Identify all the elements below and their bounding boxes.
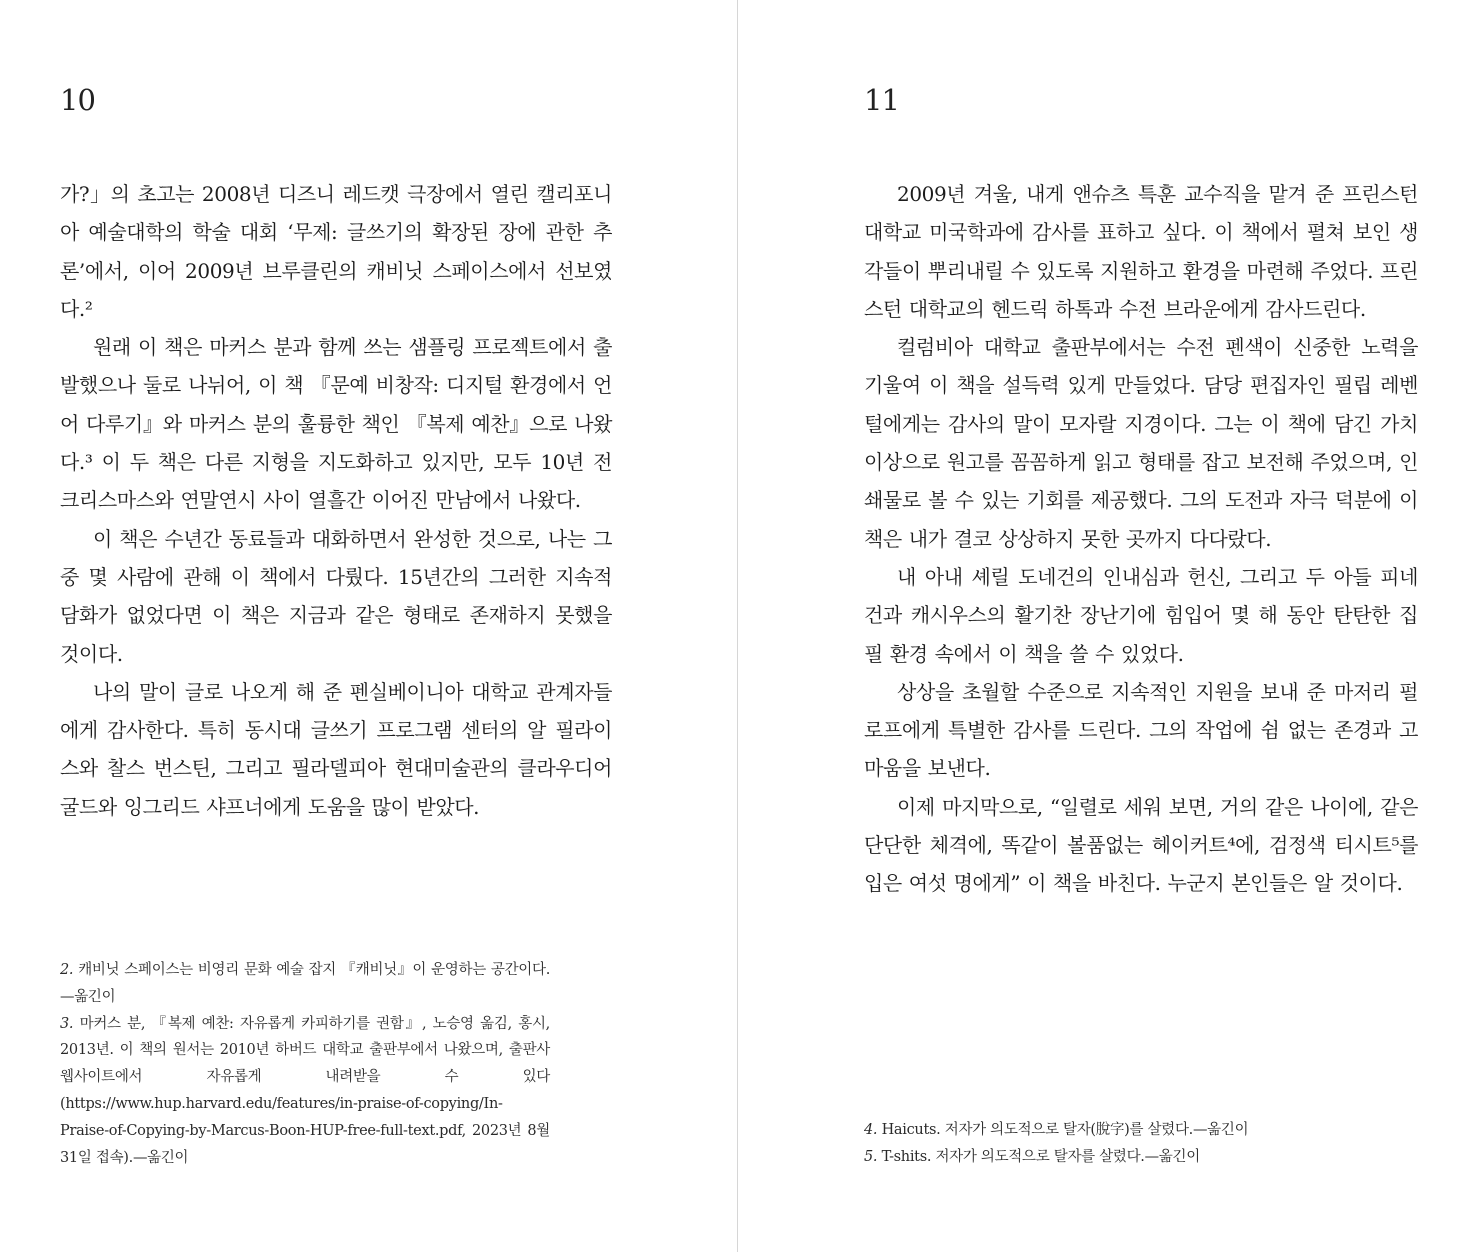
paragraph: 내 아내 셰릴 도네건의 인내심과 헌신, 그리고 두 아들 피네건과 캐시우스의 활기찬 장난기에 힘입어 몇 해 동안 탄탄한 집필 환경 속에서 이 책을 쓸 수 있었다. — [864, 564, 1418, 666]
paragraph: 2009년 겨울, 내게 앤슈츠 특훈 교수직을 맡겨 준 프린스턴 대학교 미국학과에 감사를 표하고 싶다. 이 책에서 펼쳐 보인 생각들이 뿌리내릴 수 있도록 지원하고 환경을 마련해 주었다. 프린스턴 대학교의 헨드릭 하톡과 수전 브라운에게 감사드린다. — [864, 182, 1418, 321]
footnote-text: T-shits. 저자가 의도적으로 탈자를 살렸다.—옮긴이 — [881, 1148, 1200, 1165]
left-page — [60, 0, 612, 1252]
footnote-text: 마커스 분, 『복제 예찬: 자유롭게 카피하기를 권함』, 노승영 옮김, 홍시, 2013년. 이 책의 원서는 2010년 하버드 대학교 출판부에서 나왔으며, 출판사 웹사이트에서 자유롭게 내려받을 수 있다(https://www.hup.harvard.edu/features/in-praise-of-copying/In-Praise-of-Copying-by-Marcus-Boon-HUP-free-full-text.pdf, 2023년 8월 31일 접속).—옮긴이 — [60, 1015, 550, 1166]
body-text — [864, 175, 1418, 903]
footnote — [864, 1117, 1324, 1144]
body-text — [60, 175, 612, 826]
footnote-number: 4. — [864, 1122, 878, 1138]
footnote-number: 5. — [864, 1148, 878, 1165]
footnote — [60, 1011, 550, 1172]
paragraph: 나의 말이 글로 나오게 해 준 펜실베이니아 대학교 관계자들에게 감사한다. 특히 동시대 글쓰기 프로그램 센터의 알 필라이스와 찰스 번스틴, 그리고 필라델피아 현대미술관의 클라우디어 굴드와 잉그리드 샤프너에게 도움을 많이 받았다. — [60, 679, 612, 819]
footnote-text: 캐비닛 스페이스는 비영리 문화 예술 잡지 『캐비닛』이 운영하는 공간이다.—옮긴이 — [60, 962, 551, 1005]
page-number: 11 — [864, 83, 899, 117]
footnote — [60, 957, 550, 1011]
footnotes — [864, 1117, 1324, 1171]
page-gutter — [737, 0, 738, 1252]
paragraph: 원래 이 책은 마커스 분과 함께 쓰는 샘플링 프로젝트에서 출발했으나 둘로 나뉘어, 이 책 『문예 비창작: 디지털 환경에서 언어 다루기』와 마커스 분의 훌륭한 책인 『복제 예찬』으로 나왔다.³ 이 두 책은 다른 지형을 지도화하고 있지만, 모두 10년 전 크리스마스와 연말연시 사이 열흘간 이어진 만남에서 나왔다. — [60, 335, 612, 513]
footnote — [864, 1144, 1324, 1171]
paragraph: 상상을 초월할 수준으로 지속적인 지원을 보내 준 마저리 펄로프에게 특별한 감사를 드린다. 그의 작업에 쉼 없는 존경과 고마움을 보낸다. — [864, 679, 1418, 781]
footnote-number: 2. — [60, 962, 74, 978]
paragraph: 이제 마지막으로, “일렬로 세워 보면, 거의 같은 나이에, 같은 단단한 체격에, 똑같이 볼품없는 헤이커트⁴에, 검정색 티시트⁵를 입은 여섯 명에게” 이 책을 바친다. 누군지 본인들은 알 것이다. — [864, 794, 1418, 896]
footnote-text: Haicuts. 저자가 의도적으로 탈자(脫字)를 살렸다.—옮긴이 — [881, 1122, 1249, 1138]
paragraph: 이 책은 수년간 동료들과 대화하면서 완성한 것으로, 나는 그중 몇 사람에 관해 이 책에서 다뤘다. 15년간의 그러한 지속적 담화가 없었다면 이 책은 지금과 같은 형태로 존재하지 못했을 것이다. — [60, 526, 612, 666]
footnote-number: 3. — [60, 1015, 74, 1032]
right-page — [864, 0, 1418, 1252]
paragraph: 컬럼비아 대학교 출판부에서는 수전 펜색이 신중한 노력을 기울여 이 책을 설득력 있게 만들었다. 담당 편집자인 필립 레벤털에게는 감사의 말이 모자랄 지경이다. 그는 이 책에 담긴 가치 이상으로 원고를 꼼꼼하게 읽고 형태를 잡고 보전해 주었으며, 인쇄물로 볼 수 있는 기회를 제공했다. 그의 도전과 자극 덕분에 이 책은 내가 결코 상상하지 못한 곳까지 다다랐다. — [864, 335, 1418, 551]
page-number: 10 — [60, 83, 95, 117]
footnotes — [60, 957, 550, 1171]
paragraph: 가?」의 초고는 2008년 디즈니 레드캣 극장에서 열린 캘리포니아 예술대학의 학술 대회 ‘무제: 글쓰기의 확장된 장에 관한 추론’에서, 이어 2009년 브루클린의 캐비닛 스페이스에서 선보였다.² — [60, 182, 612, 321]
